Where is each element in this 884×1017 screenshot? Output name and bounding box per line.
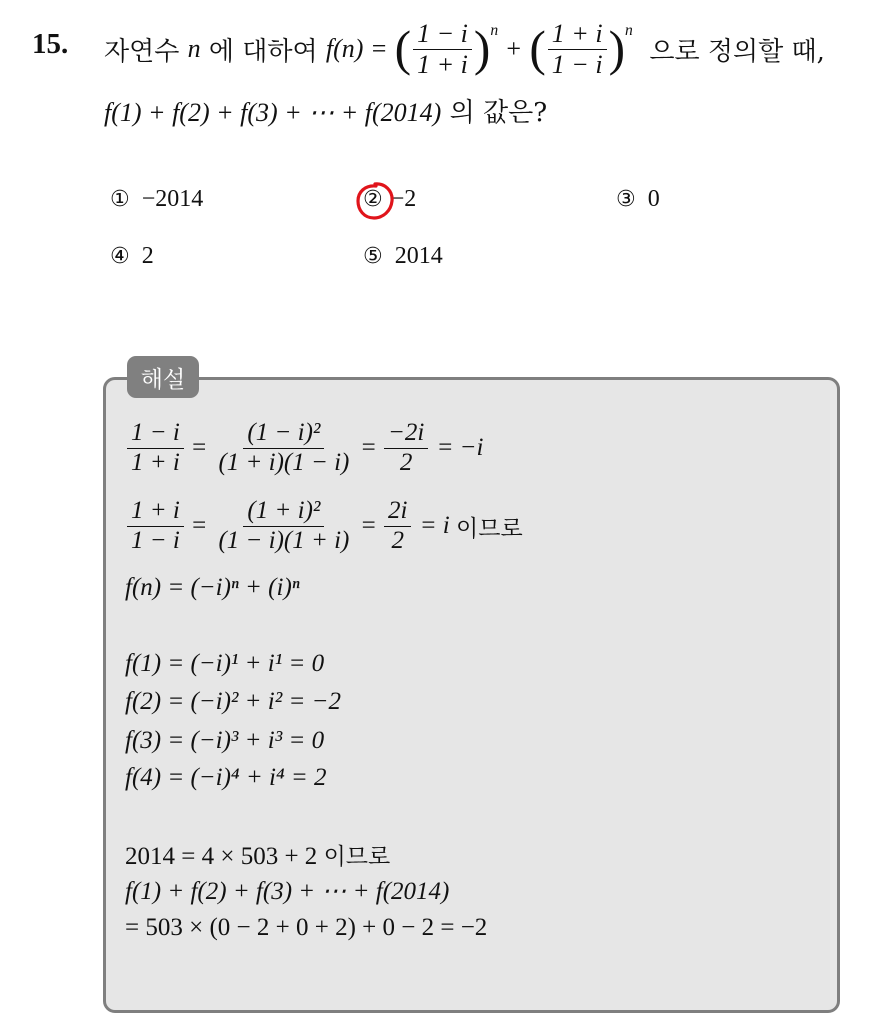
choice-4-number: ④ (110, 244, 130, 269)
sol-1-frac-b-den: (1 + i)(1 − i) (218, 448, 350, 476)
variable-n: n (187, 34, 201, 63)
sol-2-frac-b-den: (1 − i)(1 + i) (218, 526, 350, 554)
sol-1-frac-a-num: 1 − i (127, 419, 184, 449)
sol-2-frac-c-num: 2i (384, 497, 411, 527)
question-line-2-tail: 의 값은? (449, 98, 548, 128)
close-paren-2: ) (608, 21, 626, 77)
solution-line-1: $\frac{1 - i}{1 + i}$ = $\frac{\text{(1 − i)²}}{(1 + i)(1 - i)}$ = $\frac{-2i}{2}$ = −i (125, 414, 484, 482)
question-line-1 (104, 18, 825, 80)
open-paren-2: ( (529, 21, 546, 77)
sol-1-frac-b (214, 419, 353, 478)
choice-1[interactable] (110, 186, 203, 213)
solution-f3: f(3) = (−i)³ + i³ = 0 (125, 727, 325, 754)
choice-5-number: ⑤ (363, 244, 383, 269)
sol-1-frac-c-den: 2 (399, 448, 413, 476)
solution-line-2: $\frac{1 + i}{1 - i}$ = $\frac{\text{(1 + i)²}}{(1 - i)(1 + i)}$ = $\frac{2i}{2}$ = i 이므로 (125, 492, 523, 560)
question-intro: 자연수 (104, 36, 180, 67)
fraction-1-denominator: 1 + i (417, 49, 468, 79)
close-paren: ) (473, 21, 491, 77)
solution-result: = 503 × (0 − 2 + 0 + 2) + 0 − 2 = −2 (125, 914, 488, 941)
choice-3-value: 0 (647, 186, 660, 212)
sol-2-result: = i (419, 512, 450, 539)
choice-5-value: 2014 (394, 243, 443, 269)
choice-2-number: ② (363, 187, 383, 212)
answer-circle-mark (354, 180, 396, 222)
fraction-2 (548, 19, 607, 80)
sol-2-frac-b-num: (1 + i)² (243, 497, 324, 527)
solution-sum: f(1) + f(2) + f(3) + ⋯ + f(2014) (125, 878, 450, 905)
choice-5[interactable] (363, 243, 443, 270)
exponent-1: n (490, 22, 499, 39)
fraction-2-denominator: 1 − i (551, 49, 603, 79)
choice-3-number: ③ (616, 187, 636, 212)
solution-tag: 해설 (127, 356, 199, 398)
equals-sign: = (371, 34, 387, 63)
sum-expression: f(1) + f(2) + f(3) + ⋯ + f(2014) (104, 98, 442, 127)
sol-2-frac-c (384, 497, 411, 556)
question-intro-2: 에 대하여 (208, 36, 318, 67)
choice-4[interactable] (110, 243, 154, 270)
solution-f1: f(1) = (−i)¹ + i¹ = 0 (125, 650, 325, 677)
sol-2-frac-b (214, 497, 353, 556)
choice-1-number: ① (110, 187, 130, 212)
function-f-n: f(n) (325, 34, 364, 63)
solution-f4: f(4) = (−i)⁴ + i⁴ = 2 (125, 764, 327, 791)
choice-2-value: −2 (390, 186, 417, 212)
solution-f2: f(2) = (−i)² + i² = −2 (125, 688, 341, 715)
sol-1-frac-a (127, 419, 184, 478)
solution-division-expr: 2014 = 4 × 503 + 2 (125, 843, 318, 870)
sol-2-frac-a-den: 1 − i (131, 526, 180, 554)
exponent-2: n (625, 22, 633, 39)
choice-4-value: 2 (141, 243, 154, 269)
choice-1-value: −2014 (141, 186, 204, 212)
sol-1-frac-a-den: 1 + i (131, 448, 180, 476)
solution-fn: f(n) = (−i)ⁿ + (i)ⁿ (125, 574, 300, 601)
sol-1-result: = −i (436, 434, 484, 461)
solution-division-tail: 이므로 (323, 844, 391, 870)
sol-1-frac-b-num: (1 − i)² (243, 419, 324, 449)
fraction-1-numerator: 1 − i (413, 19, 472, 50)
sol-2-frac-a (127, 497, 184, 556)
sol-1-frac-c-num: −2i (384, 419, 428, 449)
solution-division (125, 838, 390, 871)
sol-2-frac-a-num: 1 + i (127, 497, 184, 527)
question-tail: 으로 정의할 때, (649, 36, 825, 67)
choice-3[interactable] (616, 186, 660, 213)
sol-1-frac-c (384, 419, 428, 478)
plus-sign: + (506, 34, 522, 63)
sol-2-tail: 이므로 (456, 515, 523, 542)
question-number: 15. (32, 28, 69, 60)
fraction-1 (413, 19, 472, 80)
sol-2-frac-c-den: 2 (391, 526, 404, 554)
question-line-2 (104, 92, 547, 129)
open-paren: ( (394, 21, 412, 77)
fraction-2-numerator: 1 + i (548, 19, 607, 50)
